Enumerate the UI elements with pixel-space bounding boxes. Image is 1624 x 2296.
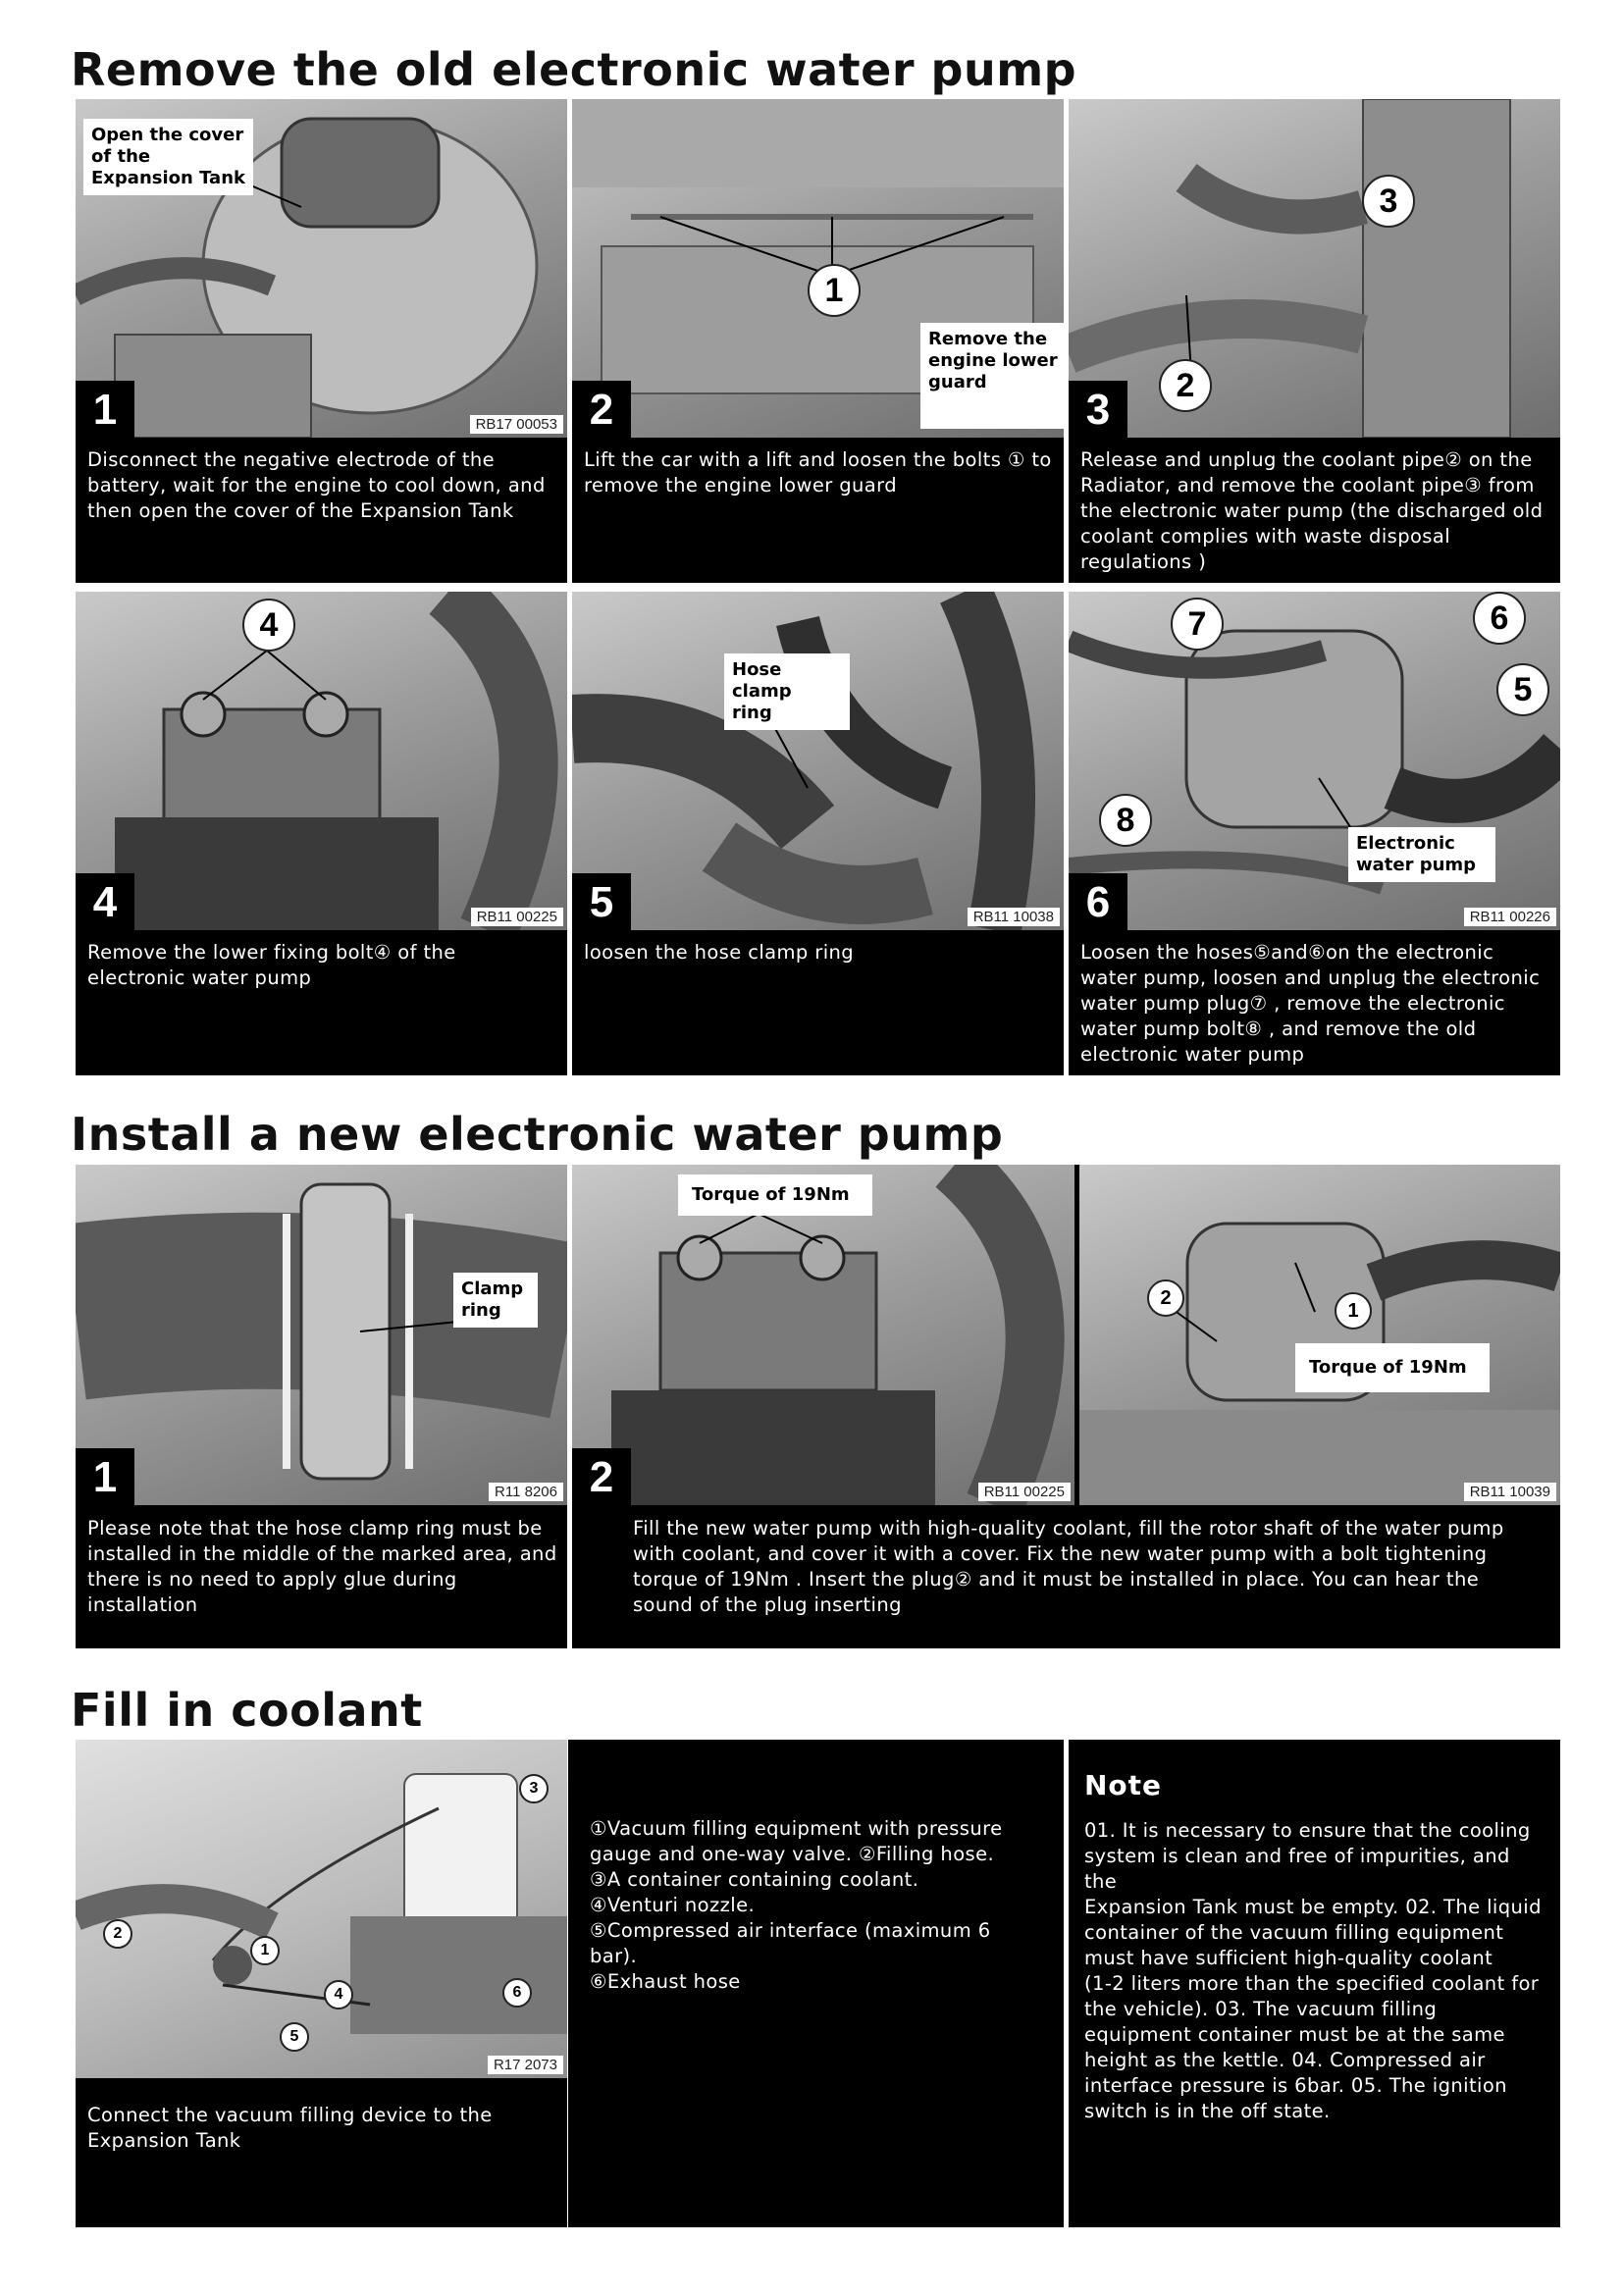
- marker-6: 6: [502, 1978, 532, 2008]
- figure-code-right: RB11 10039: [1464, 1483, 1556, 1501]
- remove-step-5-panel: [572, 592, 1064, 1075]
- remove-step-6-photo: [1069, 592, 1560, 930]
- remove-step-2-caption: Lift the car with a lift and loosen the bolts ① to remove the engine lower guard: [584, 448, 1052, 496]
- figure-code: RB11 00226: [1464, 908, 1556, 926]
- marker-2: 2: [1147, 1279, 1184, 1317]
- step-number: 1: [76, 1448, 134, 1505]
- marker-7: 7: [1171, 598, 1224, 651]
- marker-2: 2: [1159, 359, 1212, 412]
- callout-electronic-pump: Electronic water pump: [1348, 827, 1495, 882]
- marker-5: 5: [1496, 663, 1549, 716]
- note-title: Note: [1084, 1769, 1163, 1801]
- callout-open-cover: Open the cover of the Expansion Tank: [83, 119, 253, 195]
- callout-torque-left: Torque of 19Nm: [678, 1174, 872, 1216]
- remove-step-1-caption: Disconnect the negative electrode of the battery, wait for the engine to cool down, and then open the cover of the Expansion Tank: [87, 448, 546, 522]
- figure-code: RB17 00053: [470, 415, 563, 434]
- figure-code-left: RB11 00225: [978, 1483, 1071, 1501]
- remove-step-1-photo: [76, 99, 567, 438]
- fill-caption: Connect the vacuum filling device to the Expansion Tank: [87, 2104, 493, 2152]
- section-title-remove: Remove the old electronic water pump: [71, 43, 1077, 96]
- install-step-2-photo-left: [572, 1165, 1074, 1505]
- marker-4: 4: [242, 599, 295, 652]
- install-step-2-caption: Fill the new water pump with high-quality coolant, fill the rotor shaft of the water pump with coolant, and cover it with a cover. Fix the new water pump with a bolt tightening torque of 19Nm . Insert the plug② and it must be installed in place. You can hear the sound of the plug inserting: [633, 1517, 1504, 1616]
- remove-step-3-caption: Release and unplug the coolant pipe② on the Radiator, and remove the coolant pipe③ from the electronic water pump (the discharged old coolant complies with waste disposal regulations ): [1080, 448, 1544, 573]
- install-step-1-panel: [76, 1165, 567, 1648]
- figure-code: RB11 10038: [968, 908, 1060, 926]
- step-number: 4: [76, 873, 134, 930]
- remove-step-2-panel: [572, 99, 1064, 583]
- section-title-fill: Fill in coolant: [71, 1684, 423, 1737]
- callout-clamp-ring: Clamp ring: [453, 1273, 538, 1328]
- remove-step-4-panel: [76, 592, 567, 1075]
- install-step-2-photo-right: [1079, 1165, 1560, 1505]
- note-text: 01. It is necessary to ensure that the cooling system is clean and free of impurities, and the Expansion Tank must be empty. 02. The liquid container of the vacuum filling equipment must have sufficient high-quality coolant (1-2 liters more than the specified coolant for the vehicle). 03. The vacuum filling equipment container must be at the same height as the kettle. 04. Compressed air interface pressure is 6bar. 05. The ignition switch is in the off state.: [1084, 1819, 1542, 2122]
- step-number: 5: [572, 873, 631, 930]
- remove-step-6-panel: [1069, 592, 1560, 1075]
- marker-6: 6: [1473, 592, 1526, 645]
- remove-step-3-photo: [1069, 99, 1560, 438]
- fill-photo: [76, 1740, 567, 2078]
- fill-panel-image: [76, 1740, 567, 2227]
- install-step-1-photo: [76, 1165, 567, 1505]
- remove-step-2-photo: [572, 99, 1064, 438]
- remove-step-1-panel: [76, 99, 567, 583]
- step-number: 2: [572, 1448, 631, 1505]
- section-title-install: Install a new electronic water pump: [71, 1108, 1004, 1161]
- marker-4: 4: [324, 1980, 353, 2009]
- marker-2: 2: [103, 1919, 132, 1949]
- callout-hose-clamp: Hose clamp ring: [724, 653, 850, 730]
- remove-step-4-caption: Remove the lower fixing bolt④ of the electronic water pump: [87, 941, 456, 989]
- callout-torque-right: Torque of 19Nm: [1295, 1343, 1490, 1392]
- fill-legend: ①Vacuum filling equipment with pressure gauge and one-way valve. ②Filling hose. ③A container containing coolant. ④Venturi nozzle. ⑤Compressed air interface (maximum 6 bar). ⑥Exhaust hose: [590, 1817, 1003, 1993]
- marker-1: 1: [1335, 1292, 1372, 1330]
- marker-3: 3: [1362, 175, 1415, 228]
- figure-code: RB11 00225: [471, 908, 563, 926]
- remove-step-5-caption: loosen the hose clamp ring: [584, 941, 855, 964]
- remove-step-3-panel: [1069, 99, 1560, 583]
- install-step-2-panel: [572, 1165, 1560, 1648]
- figure-code: R11 8206: [489, 1483, 563, 1501]
- remove-step-4-photo: [76, 592, 567, 930]
- marker-5: 5: [280, 2022, 309, 2052]
- marker-8: 8: [1099, 794, 1152, 847]
- remove-step-5-photo: [572, 592, 1064, 930]
- marker-3: 3: [519, 1774, 549, 1803]
- callout-remove-guard: Remove the engine lower guard: [920, 323, 1064, 429]
- fill-panel-legend: [568, 1740, 1064, 2227]
- step-number: 6: [1069, 873, 1127, 930]
- marker-1: 1: [250, 1936, 280, 1965]
- remove-step-6-caption: Loosen the hoses⑤and⑥on the electronic water pump, loosen and unplug the electronic water pump plug⑦ , remove the electronic water pump bolt⑧ , and remove the old electronic water pump: [1080, 941, 1541, 1066]
- step-number: 1: [76, 381, 134, 438]
- install-step-1-caption: Please note that the hose clamp ring must be installed in the middle of the marked area, and there is no need to apply glue during installation: [87, 1517, 557, 1616]
- fill-panel-note: [1069, 1740, 1560, 2227]
- step-number: 2: [572, 381, 631, 438]
- figure-code: R17 2073: [488, 2056, 563, 2074]
- step-number: 3: [1069, 381, 1127, 438]
- marker-1: 1: [808, 264, 861, 317]
